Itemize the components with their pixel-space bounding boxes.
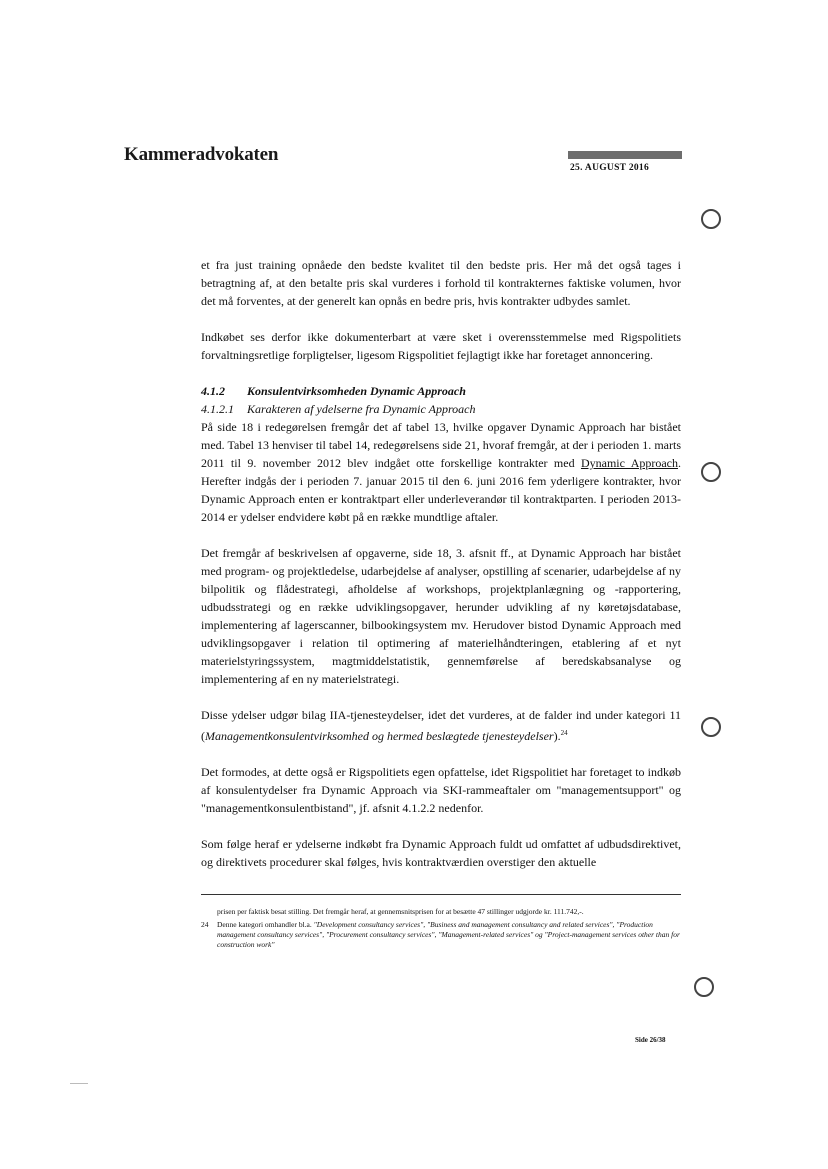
firm-logo: Kammeradvokaten xyxy=(124,144,279,165)
section-number: 4.1.2 xyxy=(201,384,225,398)
scan-artifact xyxy=(70,1083,88,1084)
page-number: Side 26/38 xyxy=(635,1036,666,1044)
document-body xyxy=(201,256,681,889)
paragraph: Som følge heraf er ydelserne indkøbt fra Dynamic Approach fuldt ud omfattet af udbudsdirektivet, og direktivets procedurer skal følges, hvis kontraktværdien overstiger den aktuelle xyxy=(201,837,681,869)
paragraph: Det fremgår af beskrivelsen af opgaverne, side 18, 3. afsnit ff., at Dynamic Approach har bistået med program- og projektledelse, udarbejdelse af analyser, opstilling af scenarier, udarbejdelse af ny bilpolitik og flådestrategi, afholdelse af workshops, projektplanlægning og -rapportering, udbudsstrategi og en række udviklingsopgaver, herunder udvikling af ny køretøjsdatabase, implementering af lagerscanner, bilbookingsystem mv. Herudover bistod Dynamic Approach med udviklingsopgaver i relation til optimering af materielhåndteringen, etablering af et nyt materielstyringssystem, magtmiddelstatistik, gennemførelse af beredskabsanalyse og implementering af en ny materielstrategi. xyxy=(201,546,681,686)
punch-hole-icon xyxy=(701,209,721,229)
punch-hole-icon xyxy=(701,462,721,482)
punch-hole-icon xyxy=(701,717,721,737)
paragraph: Disse ydelser udgør bilag IIA-tjenesteydelser, idet det vurderes, at de falder ind under kategori 11 (Managementkonsulentvirksomhed og hermed beslægtede tjenesteydelser).$^{24}$ xyxy=(201,708,681,743)
paragraph: Indkøbet ses derfor ikke dokumenterbart at være sket i overensstemmelse med Rigspolitiets forvaltningsretlige forpligtelser, ligesom Rigspolitiet fejlagtigt ikke har foretaget annoncering. xyxy=(201,330,681,362)
footnote: prisen per faktisk besat stilling. Det fremgår heraf, at gennemsnitsprisen for at besætte 47 stillinger udgjorde kr. 111.742,-. xyxy=(217,907,584,916)
section-title: Konsulentvirksomheden Dynamic Approach xyxy=(247,384,466,398)
footnote-divider xyxy=(201,894,681,895)
paragraph: Det formodes, at dette også er Rigspolitiets egen opfattelse, idet Rigspolitiet har foretaget to indkøb af konsulentydelser fra Dynamic Approach via SKI-rammeaftaler om "managementsupport" og "managementkonsulentbistand", jf. afsnit 4.1.2.2 nedenfor. xyxy=(201,765,681,815)
document-date: 25. AUGUST 2016 xyxy=(570,163,650,173)
underlined-text: Dynamic Approach xyxy=(580,456,679,470)
subsection-number: 4.1.2.1 xyxy=(201,402,234,416)
subsection-heading xyxy=(201,400,681,418)
paragraph: et fra just training opnåede den bedste kvalitet til den bedste pris. Her må det også tages i betragtning af, at den betalte pris skal vurderes i forhold til kontrakternes faktiske volumen, hvor det må forventes, at der generelt kan opnås en bedre pris, hvis kontrakter udbydes samlet. xyxy=(201,258,681,308)
date-bar xyxy=(568,151,682,159)
subsection-title: Karakteren af ydelserne fra Dynamic Approach xyxy=(247,402,476,416)
footnote: 24 Denne kategori omhandler bl.a. "Development consultancy services", "Business and management consultancy and related services", "Production management consultancy services", "Procurement consultancy services", "Management-related services" og "Project-management services other than for construction work" xyxy=(201,920,680,949)
punch-hole-icon xyxy=(694,977,714,997)
paragraph: På side 18 i redegørelsen fremgår det af tabel 13, hvilke opgaver Dynamic Approach har bistået med. Tabel 13 henviser til tabel 14, redegørelsens side 21, hvoraf fremgår, at der i perioden 1. marts 2011 til 9. november 2012 blev indgået otte forskellige kontrakter med Dynamic Approach. Herefter indgås der i perioden 7. januar 2015 til den 6. juni 2016 fem yderligere kontrakter, hvor Dynamic Approach enten er kontraktpart eller underleverandør til kontraktparten. I perioden 2013-2014 er ydelser endvidere købt på en række mundtlige aftaler. xyxy=(201,420,682,524)
section-heading xyxy=(201,382,681,400)
footnote-ref: 24 xyxy=(560,729,568,737)
footnotes xyxy=(201,907,681,953)
